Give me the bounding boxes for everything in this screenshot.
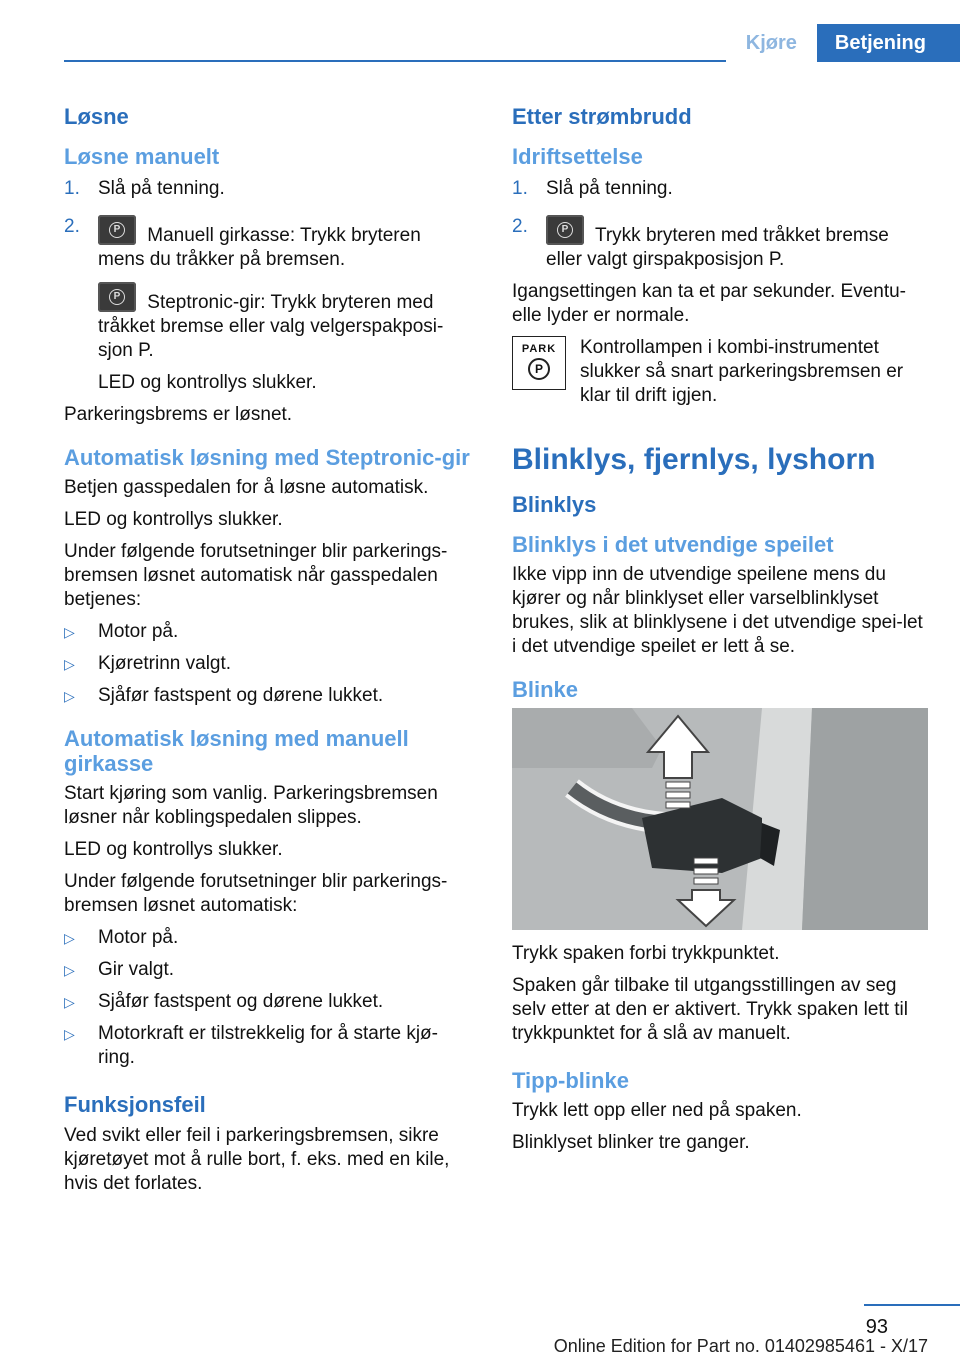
heading-blinke: Blinke: [512, 677, 579, 702]
parking-brake-button-icon: P: [98, 282, 136, 312]
list-item: ▷ Sjåfør fastspent og dørene lukket.: [64, 685, 384, 706]
p-under1: Under følgende forutsetninger blir parkerings‐bremsen løsnet automatisk når gasspedalen betjenes:: [64, 541, 448, 610]
heading-losne-manuelt: Løsne manuelt: [64, 144, 220, 169]
step-2-led: LED og kontrollys slukker.: [98, 372, 317, 393]
heading-idriftsettelse: Idriftsettelse: [512, 144, 643, 169]
heading-blinklys-main: Blinklys, fjernlys, lyshorn: [512, 443, 876, 476]
p-start: Start kjøring som vanlig. Parkeringsbremsen løsner når koblingspedalen slippes.: [64, 783, 438, 828]
p-speilet: Ikke vipp inn de utvendige speilene mens du kjører og når blinklyset eller varselblinklyset brukes, slik at blinklysene i det utvendige spei‐let i det utvendige speilet er lett å se.: [512, 564, 923, 657]
park-indicator-icon: PARK P: [512, 336, 566, 390]
page-number: 93: [865, 1316, 888, 1338]
parking-brake-button-icon: P: [98, 215, 136, 245]
heading-speilet: Blinklys i det utvendige speilet: [512, 532, 834, 557]
step-1: 1. Slå på tenning.: [64, 178, 225, 199]
list-item: ▷ Motorkraft er tilstrekkelig for å starte kjø‐ring.: [64, 1023, 438, 1068]
footer-rule: [864, 1304, 960, 1306]
edition-text: Online Edition for Part no. 01402985461 - X/17: [553, 1336, 928, 1356]
p-tre: Blinklyset blinker tre ganger.: [512, 1132, 750, 1153]
list-item: ▷ Kjøretrinn valgt.: [64, 653, 232, 674]
p-led2: LED og kontrollys slukker.: [64, 839, 283, 860]
heading-tipp-blinke: Tipp-blinke: [512, 1068, 629, 1093]
p-kontroll: Kontrollampen i kombi-instrumentet slukker så snart parkeringsbremsen er klar til drift igjen.: [580, 337, 904, 406]
heading-auto-manuell: Automatisk løsning med manuell girkasse: [64, 726, 409, 776]
step-1: 1. Slå på tenning.: [512, 178, 673, 199]
parking-brake-button-icon: P: [546, 215, 584, 245]
heading-funksjonsfeil: Funksjonsfeil: [64, 1092, 206, 1117]
left-column: [64, 100, 472, 1204]
list-item: ▷ Gir valgt.: [64, 959, 175, 980]
step-2: 2. P Trykk bryteren med tråkket bremse eller valgt girspakposisjon P.: [512, 216, 889, 270]
p-igang: Igangsettingen kan ta et par sekunder. Eventu‐elle lyder er normale.: [512, 281, 906, 326]
list-item: ▷ Motor på.: [64, 927, 179, 948]
p-tipp: Trykk lett opp eller ned på spaken.: [512, 1100, 802, 1121]
tab-kjore[interactable]: Kjøre: [726, 24, 817, 62]
heading-auto-steptronic: Automatisk løsning med Steptronic-gir: [64, 445, 470, 470]
heading-blinklys: Blinklys: [512, 492, 597, 517]
list-item: ▷ Motor på.: [64, 621, 179, 642]
p-losnet: Parkeringsbrems er løsnet.: [64, 404, 293, 425]
list-item: ▷ Sjåfør fastspent og dørene lukket.: [64, 991, 384, 1012]
p-under2: Under følgende forutsetninger blir parkerings‐bremsen løsnet automatisk:: [64, 871, 448, 916]
header-tabs: [726, 24, 960, 62]
right-column: [512, 100, 928, 1163]
p-trykk: Trykk spaken forbi trykkpunktet.: [512, 943, 780, 964]
tab-betjening[interactable]: Betjening: [817, 24, 960, 62]
heading-losne: Løsne: [64, 104, 129, 129]
turn-signal-lever-image: [512, 708, 928, 930]
step-2: 2. P Manuell girkasse: Trykk bryteren mens du tråkker på bremsen.: [64, 216, 421, 270]
heading-etter-strombrudd: Etter strømbrudd: [512, 104, 692, 129]
p-led1: LED og kontrollys slukker.: [64, 509, 283, 530]
p-gass: Betjen gasspedalen for å løsne automatisk.: [64, 477, 429, 498]
step-2-steptronic: P Steptronic-gir: Trykk bryteren med tråkket bremse eller valg velgerspakposi‐sjon P.: [98, 282, 472, 363]
park-note: [512, 336, 928, 408]
p-feil: Ved svikt eller feil i parkeringsbremsen, sikre kjøretøyet mot å rulle bort, f. eks. med en kile, hvis det forlates.: [64, 1125, 450, 1194]
p-spaken: Spaken går tilbake til utgangsstillingen av seg selv etter at den er aktivert. Trykk spaken lett til trykkpunktet for å slå av manuelt.: [512, 975, 908, 1044]
